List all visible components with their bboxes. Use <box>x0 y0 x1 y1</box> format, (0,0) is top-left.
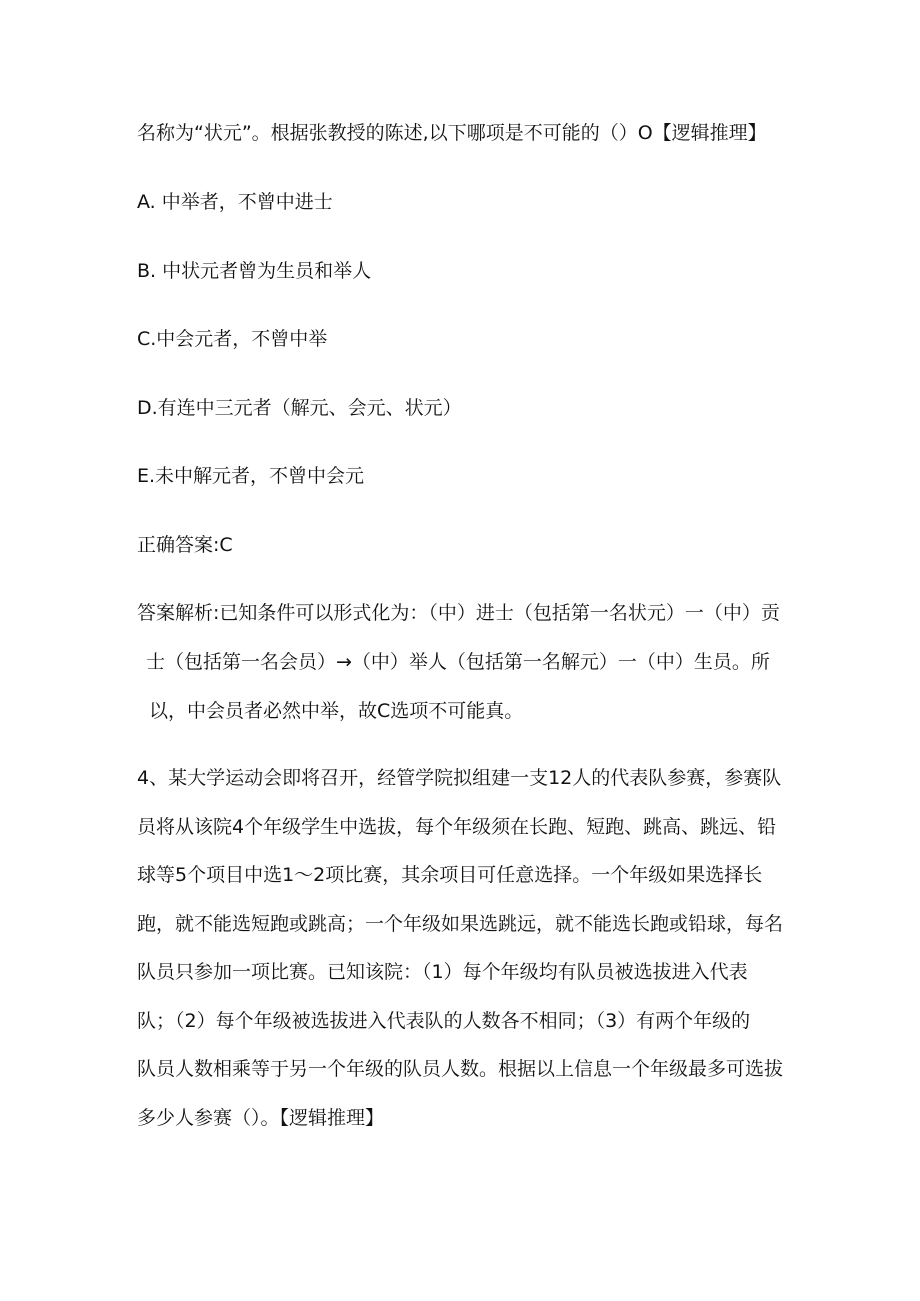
option-d: D.有连中三元者（解元、会元、状元） <box>137 397 462 419</box>
question-4-line: 球等5个项目中选1～2项比赛，其余项目可任意选择。一个年级如果选择长 <box>137 864 763 886</box>
question-4-line: 跑，就不能选短跑或跳高；一个年级如果选跳远，就不能选长跑或铅球，每名 <box>137 913 784 935</box>
question-4-line: 多少人参赛（）。【逻辑推理】 <box>137 1107 385 1129</box>
option-c: C.中会元者，不曾中举 <box>137 328 328 350</box>
question-4-line: 队员只参加一项比赛。已知该院：（1）每个年级均有队员被选拔进入代表 <box>137 961 748 983</box>
explanation-line: 以，中会员者必然中举，故C选项不可能真。 <box>149 700 524 722</box>
question-4-line: 队员人数相乘等于另一个年级的队员人数。根据以上信息一个年级最多可选拔 <box>137 1058 784 1080</box>
explanation-line: 答案解析:已知条件可以形式化为：（中）进士（包括第一名状元）一（中）贡 <box>137 602 780 624</box>
option-a: A. 中举者，不曾中进士 <box>137 191 333 213</box>
option-e: E.未中解元者，不曾中会元 <box>137 465 365 487</box>
question-stem-tail: 名称为“状元”。根据张教授的陈述,以下哪项是不可能的（）O【逻辑推理】 <box>137 122 767 144</box>
correct-answer: 正确答案:C <box>137 534 233 556</box>
question-4-line: 4、某大学运动会即将召开，经管学院拟组建一支12人的代表队参赛，参赛队 <box>137 767 782 789</box>
explanation-line: 士（包括第一名会员）→（中）举人（包括第一名解元）一（中）生员。所 <box>146 651 770 673</box>
option-b: B. 中状元者曾为生员和举人 <box>137 260 372 282</box>
question-4-line: 队；（2）每个年级被选拔进入代表队的人数各不相同；（3）有两个年级的 <box>137 1010 751 1032</box>
question-4-line: 员将从该院4个年级学生中选拔，每个年级须在长跑、短跑、跳高、跳远、铅 <box>137 816 777 838</box>
